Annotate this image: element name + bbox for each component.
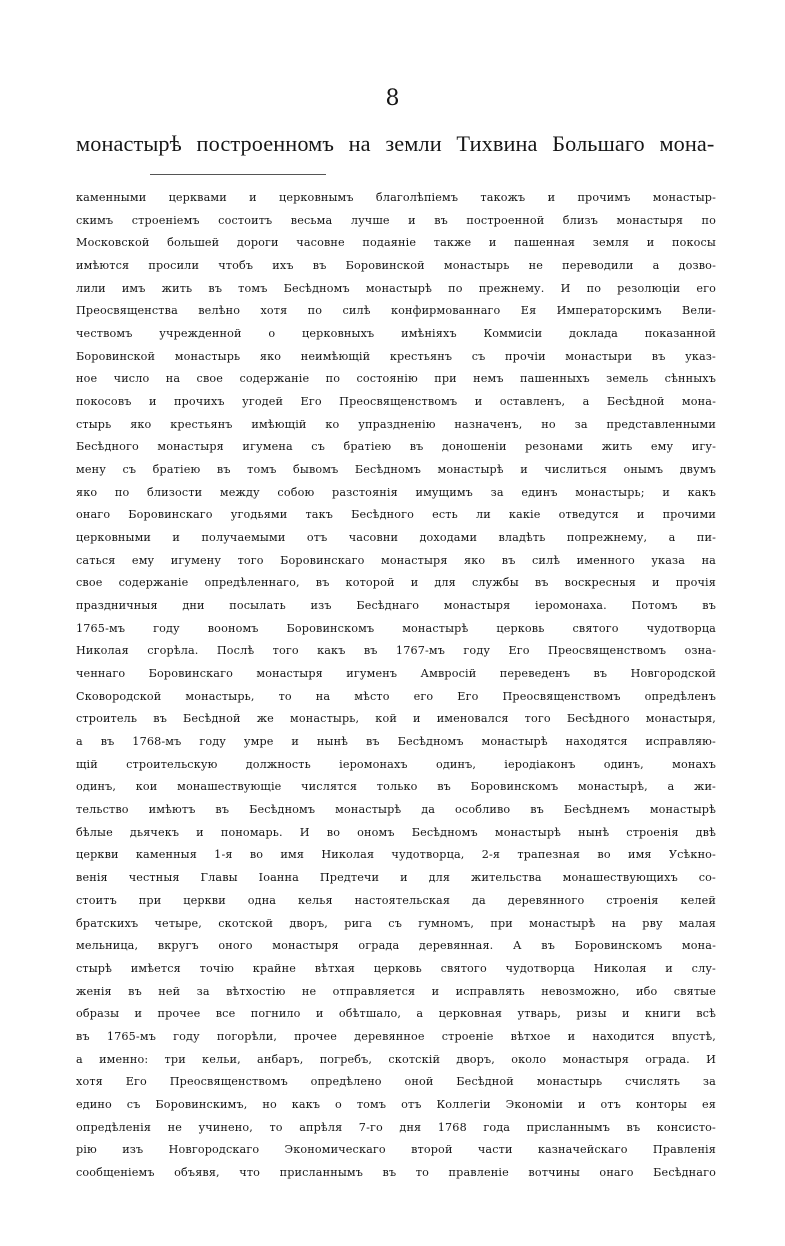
text-line: скимъ строеніемъ состоитъ весьма лучше и въ построенной близъ монастыря по bbox=[76, 213, 716, 227]
text-line: покосовъ и прочихъ угодей Его Преосвященствомъ и оставленъ, а Бесѣдной мона- bbox=[76, 395, 716, 409]
text-line: венія честныя Главы Іоанна Предтечи и для жительства монашествующихъ со- bbox=[76, 871, 716, 885]
text-line: свое содержаніе опредѣленнаго, въ которой и для службы въ воскресныя и прочія bbox=[76, 576, 716, 590]
text-line: хотя Его Преосвященствомъ опредѣлено оной Бесѣдной монастырь счислять за bbox=[76, 1075, 716, 1089]
text-line: рію изъ Новгородскаго Экономическаго второй части казначейскаго Правленія bbox=[76, 1143, 716, 1157]
text-line: каменными церквами и церковнымъ благолѣпіемъ такожъ и прочимъ монастыр- bbox=[76, 191, 716, 204]
running-heading: монастырѣ построенномъ на земли Тихвина Большаго мона- bbox=[76, 131, 715, 156]
text-line: мену съ братіею въ томъ бывомъ Бесѣдномъ монастырѣ и числиться онымъ двумъ bbox=[76, 463, 716, 477]
text-line: одинъ, кои монашествующіе числятся только въ Боровинскомъ монастырѣ, а жи- bbox=[76, 780, 716, 794]
text-line: яко по близости между собою разстоянія имущимъ за единъ монастырь; и какъ bbox=[76, 485, 716, 499]
text-line: сообщеніемъ объявя, что присланнымъ въ то правленіе вотчины онаго Бесѣднаго bbox=[76, 1165, 716, 1179]
separator-rule bbox=[150, 174, 326, 175]
text-line: едино съ Боровинскимъ, но какъ о томъ отъ Коллегіи Экономіи и отъ конторы ея bbox=[76, 1097, 716, 1111]
text-line: ченнаго Боровинскаго монастыря игуменъ Амвросій переведенъ въ Новгородской bbox=[76, 667, 716, 681]
text-line: Сковородской монастырь, то на мѣсто его Его Преосвященствомъ опредѣленъ bbox=[76, 689, 716, 703]
text-line: щій строительскую должность іеромонахъ одинъ, іеродіаконъ одинъ, монахъ bbox=[76, 757, 716, 771]
text-line: Боровинской монастырь яко неимѣющій крестьянъ съ прочіи монастыри въ указ- bbox=[76, 349, 716, 363]
text-line: тельство имѣютъ въ Бесѣдномъ монастырѣ да особливо въ Бесѣднемъ монастырѣ bbox=[76, 803, 716, 817]
text-line: праздничныя дни посылать изъ Бесѣднаго монастыря іеромонаха. Потомъ въ bbox=[76, 599, 716, 613]
text-line: Бесѣдного монастыря игумена съ братіею въ доношеніи резонами жить ему игу- bbox=[76, 440, 716, 454]
text-line: образы и прочее все погнило и обѣтшало, а церковная утварь, ризы и книги всѣ bbox=[76, 1007, 716, 1021]
text-line: Московской большей дороги часовне подаяніе также и пашенная земля и покосы bbox=[76, 236, 716, 250]
body-text bbox=[76, 187, 716, 1185]
text-line: въ 1765-мъ году погорѣли, прочее деревянное строеніе вѣтхое и находится впустѣ, bbox=[76, 1029, 716, 1043]
text-line: стырѣ имѣется точію крайне вѣтхая церковь святого чудотворца Николая и слу- bbox=[76, 961, 716, 975]
text-line: стырь яко крестьянъ имѣющій ко упраздненію назначенъ, но за представленными bbox=[76, 417, 716, 431]
text-line: чествомъ учрежденной о церковныхъ имѣніяхъ Коммисіи доклада показанной bbox=[76, 327, 716, 341]
text-line: братскихъ четыре, скотской дворъ, рига съ гумномъ, при монастырѣ на рву малая bbox=[76, 916, 716, 930]
text-line: мельница, вкругъ оного монастыря ограда деревянная. А въ Боровинскомъ мона- bbox=[76, 939, 716, 953]
text-line: онаго Боровинскаго угодьями такъ Бесѣдного есть ли какіе отведутся и прочими bbox=[76, 508, 716, 522]
text-line: строитель въ Бесѣдной же монастырь, кой и именовался того Бесѣдного монастыря, bbox=[76, 712, 716, 726]
text-line: а въ 1768-мъ году умре и нынѣ въ Бесѣдномъ монастырѣ находятся исправляю- bbox=[76, 735, 716, 749]
text-line: Николая сгорѣла. Послѣ того какъ въ 1767-мъ году Его Преосвященствомъ озна- bbox=[76, 644, 716, 658]
text-line: церковными и получаемыми отъ часовни доходами владѣть попрежнему, а пи- bbox=[76, 531, 716, 545]
text-line: опредѣленія не учинено, то апрѣля 7-го дня 1768 года присланнымъ въ консисто- bbox=[76, 1120, 716, 1134]
text-line: бѣлые дьячекъ и пономарь. И во ономъ Бесѣдномъ монастырѣ нынѣ строенія двѣ bbox=[76, 825, 716, 839]
page-number: 8 bbox=[385, 86, 400, 111]
text-line: саться ему игумену того Боровинскаго монастыря яко въ силѣ именного указа на bbox=[76, 553, 716, 567]
text-line: имѣются просили чтобъ ихъ въ Боровинской монастырь не переводили а дозво- bbox=[76, 259, 716, 273]
text-line: лили имъ жить въ томъ Бесѣдномъ монастырѣ по прежнему. И по резолюціи его bbox=[76, 281, 716, 295]
text-line: церкви каменныя 1-я во имя Николая чудотворца, 2-я трапезная во имя Усѣкно- bbox=[76, 848, 716, 862]
text-line: а именно: три кельи, анбаръ, погребъ, скотскій дворъ, около монастыря ограда. И bbox=[76, 1052, 716, 1066]
text-line: 1765-мъ году воономъ Боровинскомъ монастырѣ церковь святого чудотворца bbox=[76, 621, 716, 635]
text-line: стоитъ при церкви одна келья настоятельская да деревянного строенія келей bbox=[76, 893, 716, 907]
text-line: Преосвященства велѣно хотя по силѣ конфирмованнаго Ея Императорскимъ Вели- bbox=[76, 304, 716, 318]
text-line: женія въ ней за вѣтхостію не отправляется и исправлять невозможно, ибо святые bbox=[76, 984, 716, 998]
text-line: ное число на свое содержаніе по состоянію при немъ пашенныхъ земель сѣнныхъ bbox=[76, 372, 716, 386]
